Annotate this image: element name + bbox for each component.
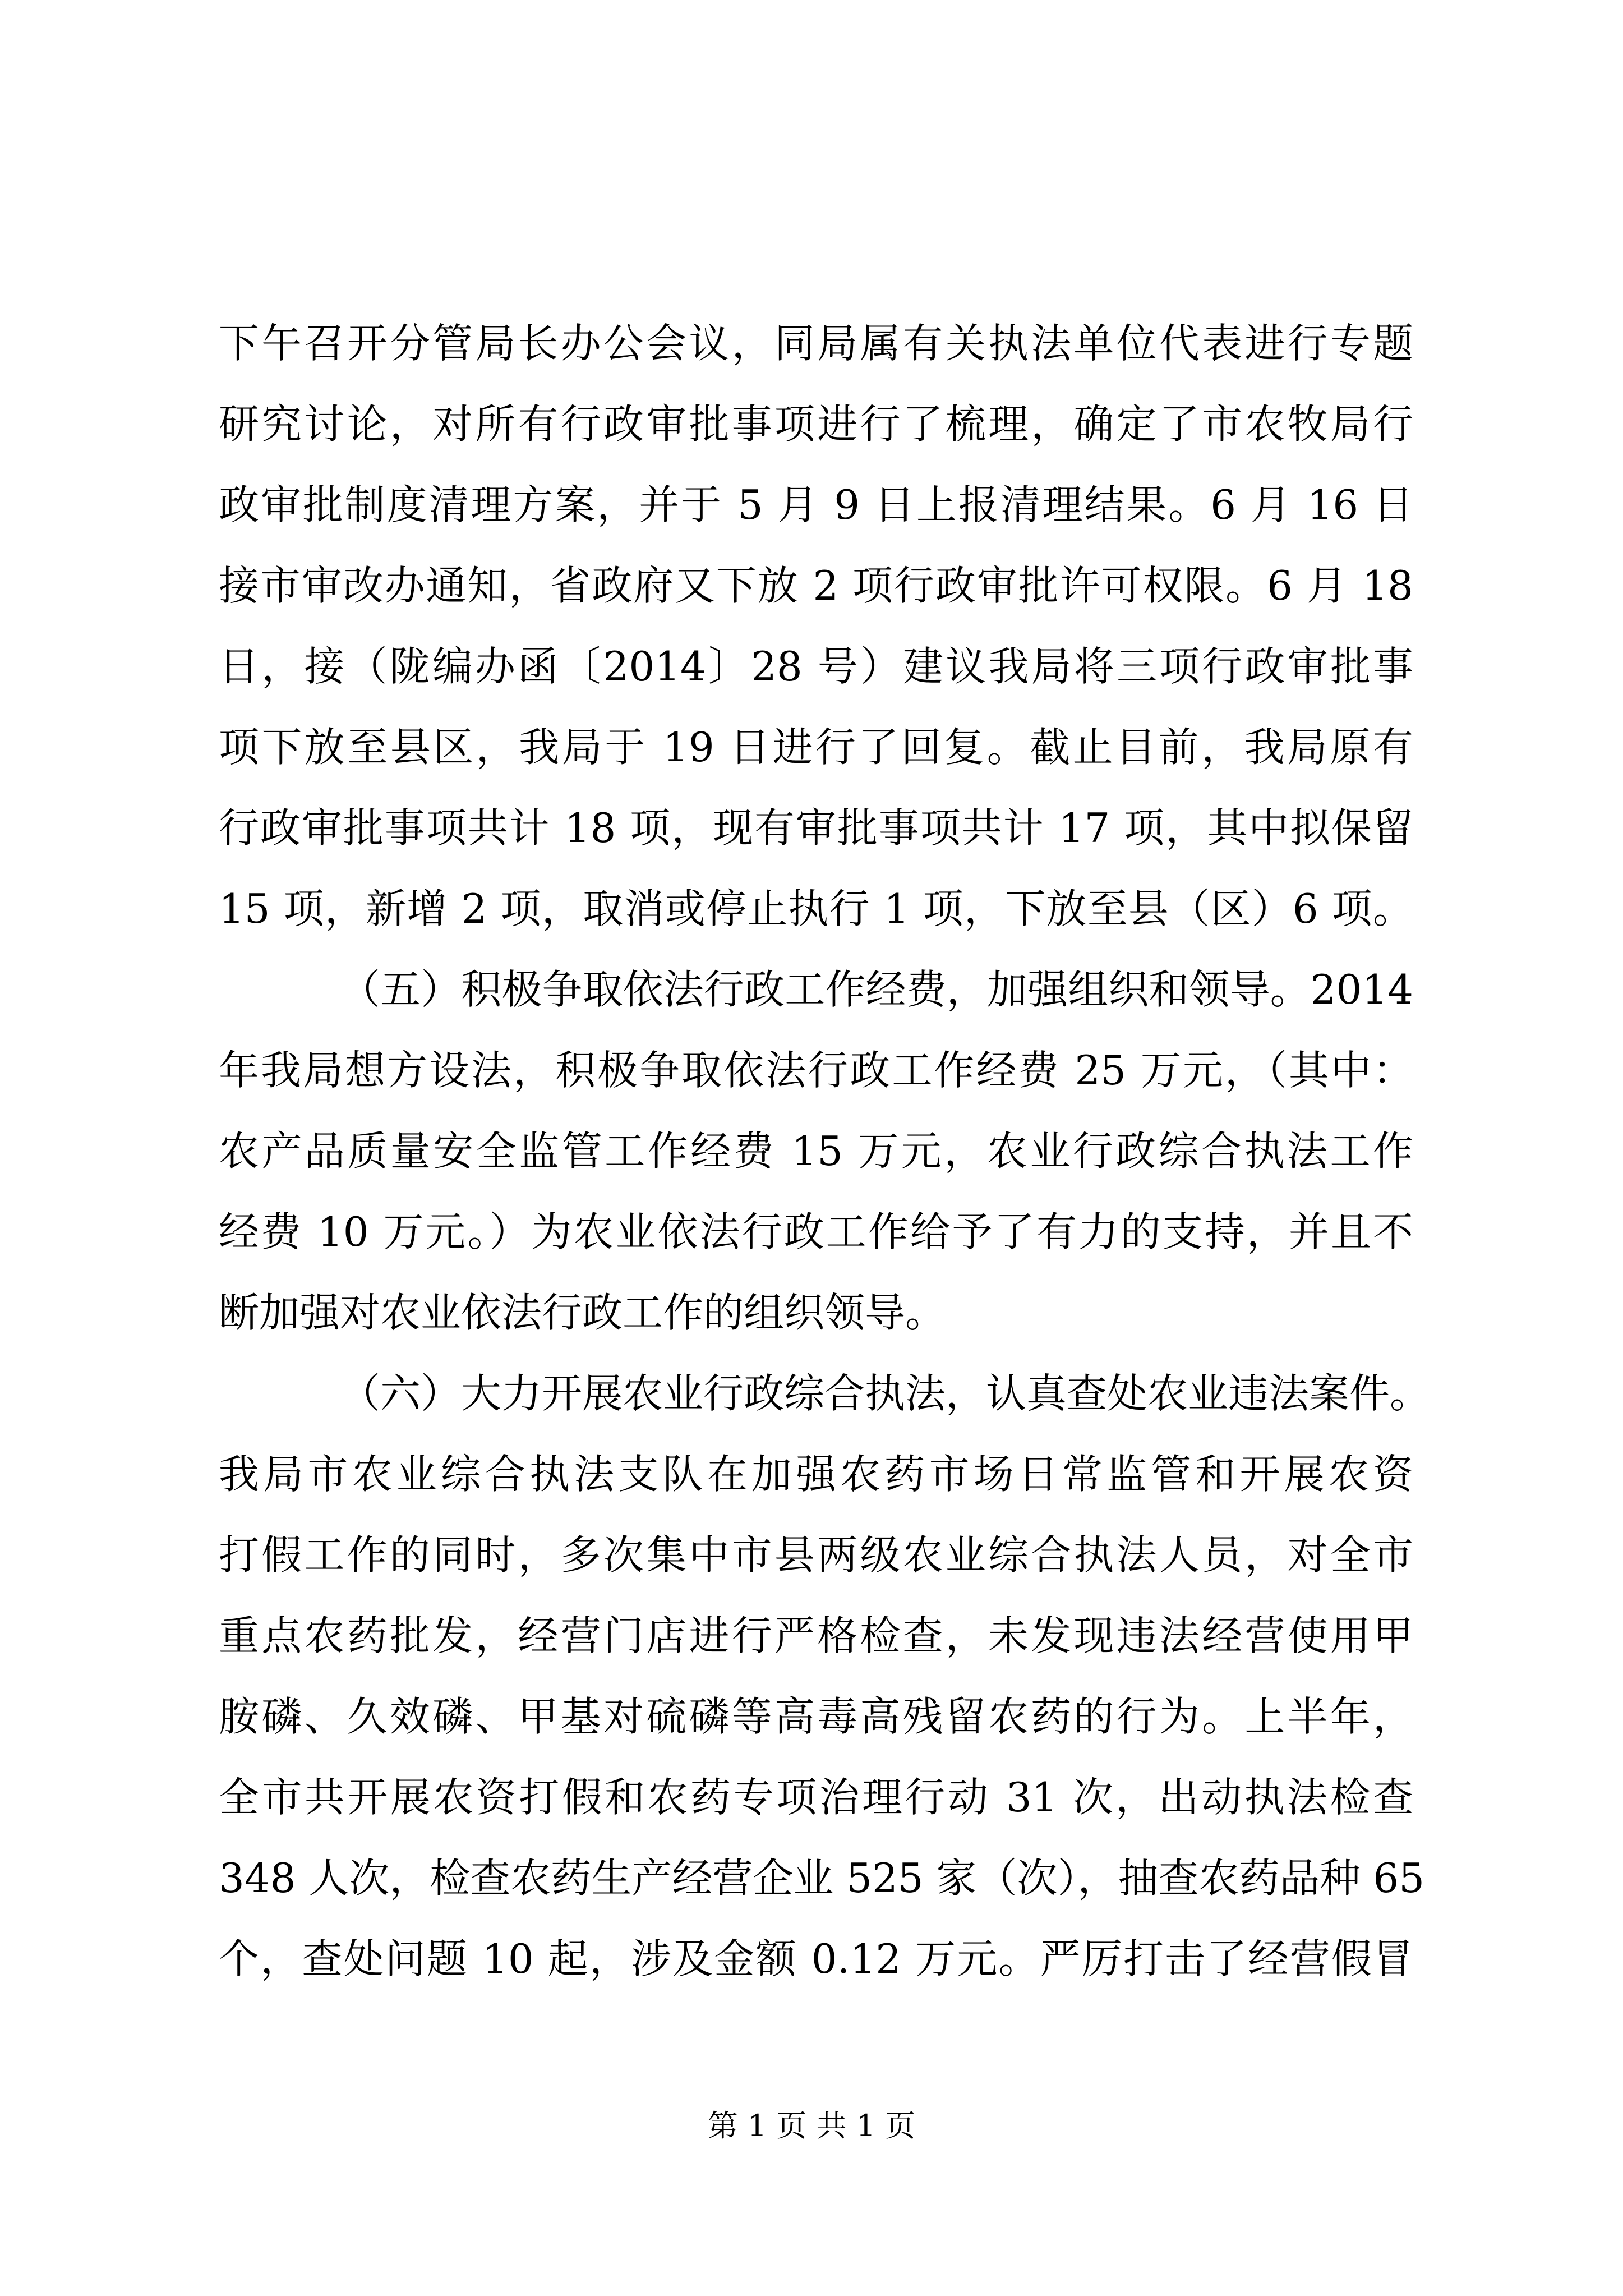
- text-line: 年我局想方设法，积极争取依法行政工作经费 25 万元，（其中：: [219, 1047, 1413, 1094]
- text-line: 行政审批事项共计 18 项，现有审批事项共计 17 项，其中拟保留: [219, 804, 1413, 852]
- text-line: 下午召开分管局长办公会议，同局属有关执法单位代表进行专题: [219, 320, 1413, 367]
- text-line: 胺磷、久效磷、甲基对硫磷等高毒高残留农药的行为。上半年，: [219, 1693, 1413, 1740]
- text-line: 全市共开展农资打假和农药专项治理行动 31 次，出动执法检查: [219, 1774, 1413, 1821]
- body-text: [219, 303, 1431, 1999]
- text-line: 打假工作的同时，多次集中市县两级农业综合执法人员，对全市: [219, 1531, 1413, 1579]
- text-line: 断加强对农业依法行政工作的组织领导。: [219, 1289, 946, 1336]
- text-line: 研究讨论，对所有行政审批事项进行了梳理，确定了市农牧局行: [219, 401, 1413, 448]
- text-line: 经费 10 万元。）为农业依法行政工作给予了有力的支持，并且不: [219, 1208, 1413, 1255]
- text-line: 我局市农业综合执法支队在加强农药市场日常监管和开展农资: [219, 1451, 1413, 1498]
- text-line: 个，查处问题 10 起，涉及金额 0.12 万元。严厉打击了经营假冒: [219, 1935, 1413, 1982]
- section-heading-line: （六）大力开展农业行政综合执法，认真查处农业违法案件。: [340, 1370, 1431, 1417]
- page-number-footer: 第 1 页 共 1 页: [707, 2108, 916, 2143]
- text-line: 重点农药批发，经营门店进行严格检查，未发现违法经营使用甲: [219, 1612, 1413, 1659]
- text-line: 15 项，新增 2 项，取消或停止执行 1 项，下放至县（区）6 项。: [219, 885, 1413, 932]
- text-line: 政审批制度清理方案，并于 5 月 9 日上报清理结果。6 月 16 日: [219, 481, 1413, 528]
- text-line: 348 人次，检查农药生产经营企业 525 家（次），抽查农药品种 65: [219, 1855, 1425, 1902]
- text-line: 农产品质量安全监管工作经费 15 万元，农业行政综合执法工作: [219, 1128, 1413, 1175]
- text-line: 接市审改办通知，省政府又下放 2 项行政审批许可权限。6 月 18: [219, 562, 1413, 609]
- section-heading-line: （五）积极争取依法行政工作经费，加强组织和领导。2014: [340, 966, 1413, 1013]
- text-line: 项下放至县区，我局于 19 日进行了回复。截止目前，我局原有: [219, 724, 1413, 771]
- text-line: 日，接（陇编办函〔2014〕28 号）建议我局将三项行政审批事: [219, 643, 1413, 690]
